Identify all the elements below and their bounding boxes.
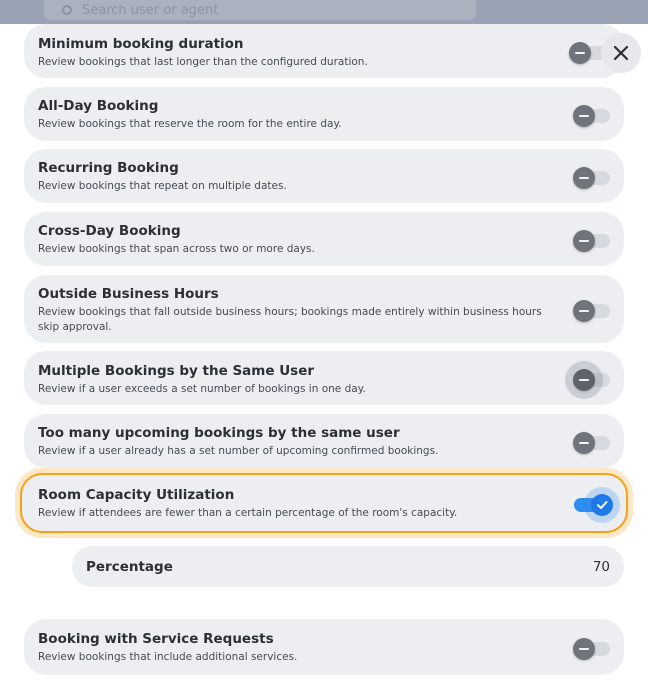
rule-card-room-capacity-utilization — [20, 473, 628, 533]
toggle-knob — [573, 167, 595, 189]
rule-toggle-booking-with-service-requests[interactable] — [574, 642, 610, 656]
rule-description: Review bookings that fall outside business hours; bookings made entirely within business hours skip approval. — [38, 306, 542, 333]
rule-toggle-multiple-bookings-same-user[interactable] — [574, 373, 610, 387]
percentage-label: Percentage — [86, 558, 173, 575]
percentage-value[interactable]: 70 — [592, 558, 610, 575]
background-page — [0, 0, 648, 24]
close-icon — [613, 45, 629, 61]
close-button[interactable] — [601, 33, 641, 73]
toggle-knob — [573, 432, 595, 454]
toggle-knob — [573, 105, 595, 127]
rule-description: Review if attendees are fewer than a certain percentage of the room's capacity. — [38, 507, 458, 519]
rule-description: Review bookings that span across two or more days. — [38, 243, 315, 255]
rule-toggle-outside-business-hours[interactable] — [574, 304, 610, 318]
rule-toggle-room-capacity-utilization[interactable] — [574, 498, 610, 512]
rule-toggle-cross-day-booking[interactable] — [574, 234, 610, 248]
rule-description: Review bookings that repeat on multiple dates. — [38, 180, 287, 192]
search-icon — [62, 5, 72, 15]
toggle-knob — [573, 369, 595, 391]
rule-title: Multiple Bookings by the Same User — [38, 363, 315, 379]
check-icon — [596, 499, 608, 511]
rule-title: All-Day Booking — [38, 98, 159, 114]
rule-description: Review bookings that reserve the room for the entire day. — [38, 118, 342, 130]
rule-description: Review if a user already has a set number of upcoming confirmed bookings. — [38, 445, 439, 457]
toggle-knob — [573, 230, 595, 252]
percentage-setting[interactable] — [72, 546, 624, 587]
rule-card-outside-business-hours — [24, 275, 624, 343]
rule-title: Recurring Booking — [38, 160, 179, 176]
rule-description: Review bookings that include additional services. — [38, 651, 298, 663]
background-search-placeholder: Search user or agent — [82, 2, 219, 18]
rule-title: Room Capacity Utilization — [38, 487, 235, 503]
toggle-knob — [573, 300, 595, 322]
rule-toggle-all-day-booking[interactable] — [574, 109, 610, 123]
rule-title: Too many upcoming bookings by the same user — [38, 425, 400, 441]
rule-card-all-day-booking — [24, 87, 624, 141]
rule-card-minimum-booking-duration — [24, 24, 624, 78]
rule-card-recurring-booking — [24, 149, 624, 203]
toggle-knob — [591, 494, 613, 516]
toggle-knob — [573, 638, 595, 660]
background-search-bar — [44, 0, 476, 20]
rule-card-too-many-upcoming-bookings — [24, 414, 624, 468]
rule-card-booking-with-service-requests — [24, 619, 624, 675]
rule-toggle-recurring-booking[interactable] — [574, 171, 610, 185]
rule-toggle-too-many-upcoming-bookings[interactable] — [574, 436, 610, 450]
toggle-knob — [569, 42, 591, 64]
rule-card-cross-day-booking — [24, 212, 624, 266]
rule-card-multiple-bookings-same-user — [24, 351, 624, 405]
rule-description: Review if a user exceeds a set number of bookings in one day. — [38, 383, 366, 395]
rule-description: Review bookings that last longer than the configured duration. — [38, 56, 368, 68]
rule-title: Minimum booking duration — [38, 36, 244, 52]
rule-title: Booking with Service Requests — [38, 631, 274, 647]
rule-title: Cross-Day Booking — [38, 223, 181, 239]
rule-title: Outside Business Hours — [38, 286, 219, 302]
